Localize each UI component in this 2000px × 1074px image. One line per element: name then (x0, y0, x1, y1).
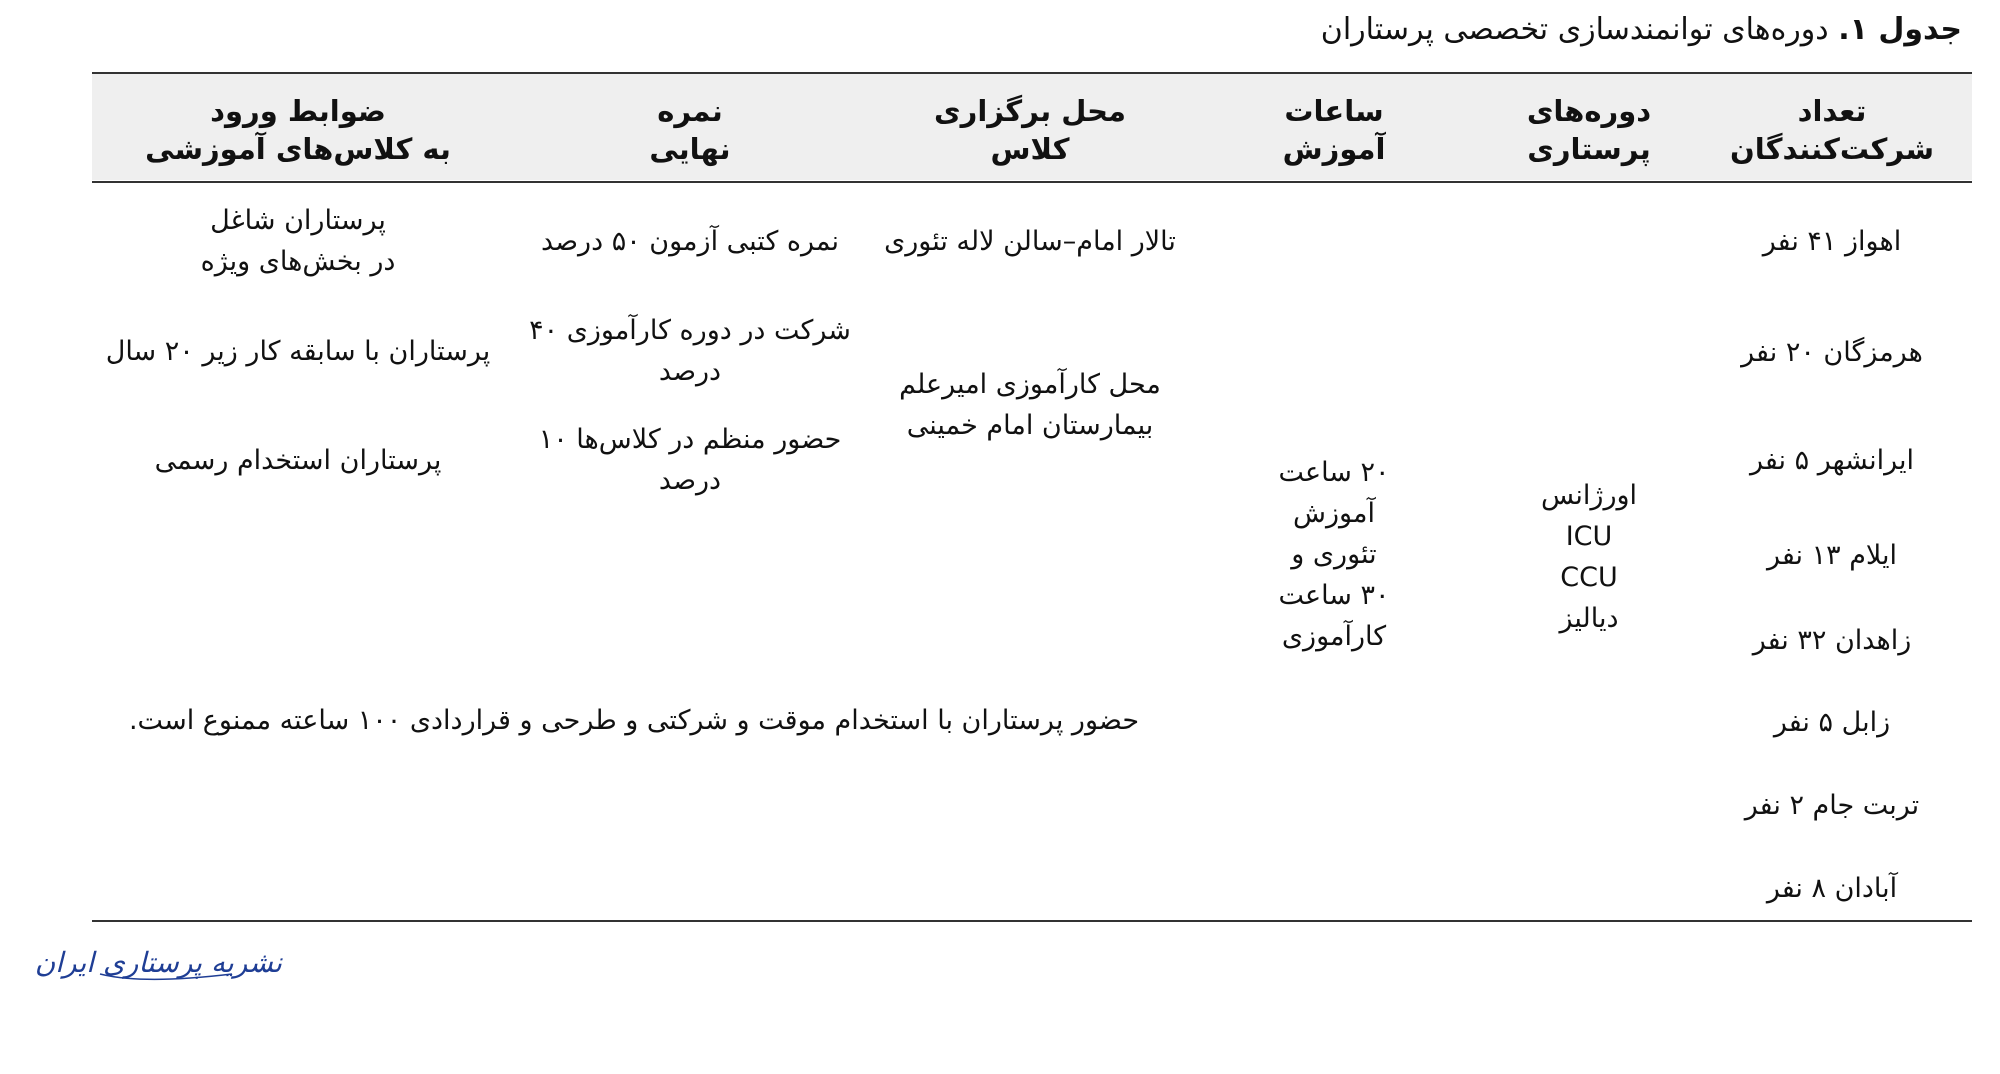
header-participants: تعداد شرکت‌کنندگان (1730, 94, 1934, 166)
table-bottom-rule (92, 920, 1972, 922)
participant-hormozgan: هرمزگان ۲۰ نفر (1741, 337, 1923, 368)
participant-ahvaz: اهواز ۴۱ نفر (1762, 226, 1902, 257)
table-note: حضور پرستاران با استخدام موقت و شرکتی و طرحی و قراردادی ۱۰۰ ساعته ممنوع است. (128, 705, 1140, 736)
table-header-rule (92, 181, 1972, 183)
grade-attendance: حضور منظم در کلاس‌ها ۱۰ درصد (538, 424, 842, 496)
header-criteria: ضوابط ورود به کلاس‌های آموزشی (145, 94, 451, 166)
criteria-second: پرستاران با سابقه کار زیر ۲۰ سال (105, 336, 491, 367)
header-courses: دوره‌های پرستاری (1526, 94, 1652, 166)
course-dialysis: دیالیز (1559, 603, 1619, 634)
header-venue: محل برگزاری کلاس (934, 94, 1126, 166)
journal-logo-text: نشریه پرستاری ایران (34, 946, 282, 979)
course-ccu: CCU (1560, 562, 1618, 593)
criteria-first: پرستاران شاغل در بخش‌های ویژه (200, 205, 396, 277)
participant-torbat-jam: تربت جام ۲ نفر (1744, 790, 1920, 821)
training-hours: ۲۰ ساعت آموزش تئوری و ۳۰ ساعت کارآموزی (1278, 457, 1390, 652)
course-emergency: اورژانس (1540, 480, 1638, 511)
table-caption-label: جدول ۱. (1838, 12, 1962, 47)
participant-abadan: آبادان ۸ نفر (1766, 873, 1898, 904)
participant-zabol: زابل ۵ نفر (1773, 707, 1891, 738)
venue-theory: تالار امام–سالن لاله تئوری (884, 226, 1176, 257)
header-hours: ساعات آموزش (1282, 94, 1386, 166)
participant-iranshahr: ایرانشهر ۵ نفر (1749, 445, 1915, 476)
participant-zahedan: زاهدان ۳۲ نفر (1752, 625, 1912, 656)
table-caption (1321, 12, 1962, 47)
courses-list (1541, 475, 1637, 639)
criteria-third: پرستاران استخدام رسمی (154, 445, 442, 476)
table-top-rule (92, 72, 1972, 74)
grade-exam: نمره کتبی آزمون ۵۰ درصد (540, 226, 840, 257)
course-icu: ICU (1565, 521, 1613, 552)
table-caption-text: دوره‌های توانمندسازی تخصصی پرستاران (1320, 12, 1829, 47)
venue-practical: محل کارآموزی امیرعلم بیمارستان امام خمینی (899, 369, 1161, 441)
grade-internship: شرکت در دوره کارآموزی ۴۰ درصد (529, 315, 851, 387)
journal-logo (34, 930, 292, 990)
header-grade: نمره نهایی (649, 94, 731, 166)
participant-ilam: ایلام ۱۳ نفر (1766, 540, 1898, 571)
